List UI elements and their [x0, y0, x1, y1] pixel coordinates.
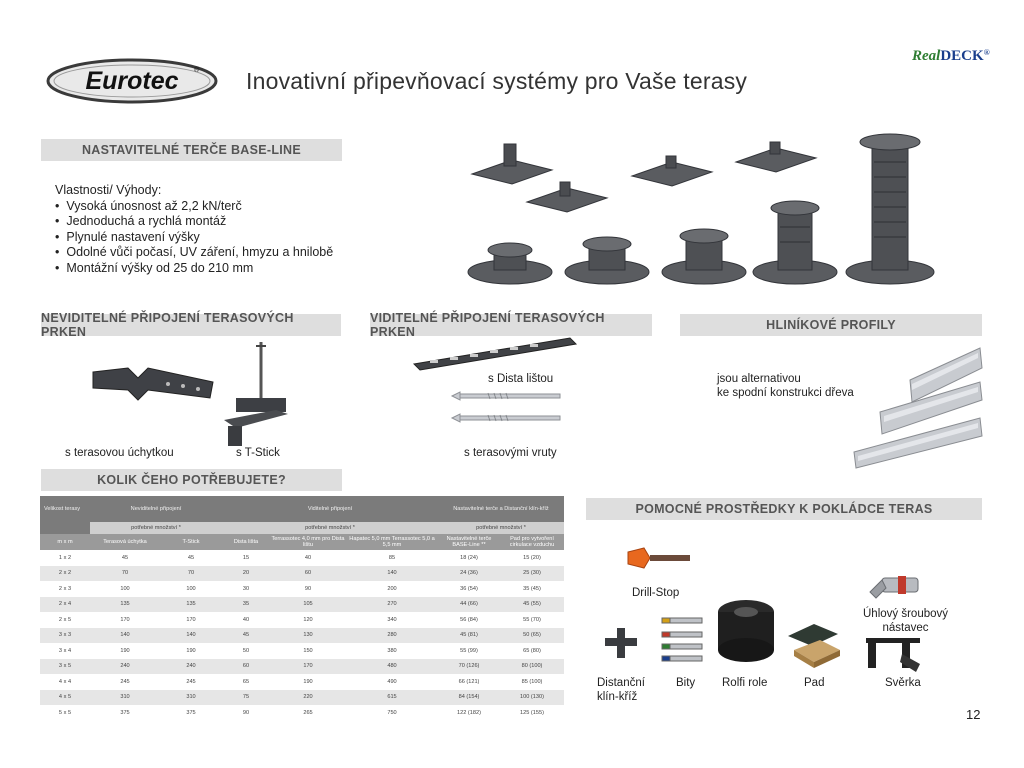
- th-col: Hapatec 5,0 mm Terrassotec 5,0 a 5,5 mm: [346, 534, 438, 550]
- table-cell: 240: [90, 659, 160, 675]
- th-required-qty: potřebné množství *: [222, 522, 438, 534]
- table-cell: 105: [270, 597, 346, 613]
- table-cell: 100: [90, 581, 160, 597]
- th-required-qty: potřebné množství *: [438, 522, 564, 534]
- section-how-much: KOLIK ČEHO POTŘEBUJETE?: [41, 469, 342, 491]
- table-cell: 90: [270, 581, 346, 597]
- table-cell: 35: [222, 597, 270, 613]
- table-cell: 85 (100): [500, 674, 564, 690]
- feature-item: • Jednoduchá a rychlá montáž: [55, 214, 333, 230]
- section-aluminium-profiles: HLINÍKOVÉ PROFILY: [680, 314, 982, 336]
- rolfi-roll-image: [716, 598, 776, 664]
- caption-dista-strip: s Dista lištou: [488, 373, 554, 385]
- table-cell: 56 (84): [438, 612, 500, 628]
- table-row: [40, 581, 564, 597]
- table-cell: 380: [346, 643, 438, 659]
- table-cell: 55 (70): [500, 612, 564, 628]
- table-cell: 190: [160, 643, 222, 659]
- caption-angle-line1: Úhlový šroubový: [863, 608, 949, 620]
- table-cell: 245: [90, 674, 160, 690]
- th-visible-connection: Viditelné připojení: [222, 496, 438, 522]
- table-cell: 66 (121): [438, 674, 500, 690]
- table-cell: 310: [160, 690, 222, 706]
- spacer-wedge-cross-image: [603, 626, 639, 660]
- clamp-image: [862, 634, 924, 676]
- section-visible-connection: VIDITELNÉ PŘIPOJENÍ TERASOVÝCH PRKEN: [370, 314, 652, 336]
- table-cell: 65 (80): [500, 643, 564, 659]
- base-line-pedestals-image: [462, 132, 942, 290]
- eurotec-logo: [46, 58, 218, 104]
- realdeck-registered-mark: ®: [983, 48, 990, 57]
- table-cell: 150: [270, 643, 346, 659]
- table-cell: 90: [222, 705, 270, 721]
- aluminium-profiles-image: [850, 340, 984, 470]
- quantity-table: [40, 496, 564, 721]
- table-row: [40, 628, 564, 644]
- th-pedestals-and-wedge: Nastavitelné terče a Distanční klín-kříž: [438, 496, 564, 522]
- table-row: [40, 550, 564, 566]
- caption-rolfi-roll: Rolfi role: [722, 677, 768, 689]
- caption-pad: Pad: [804, 677, 825, 689]
- table-row: [40, 612, 564, 628]
- section-laying-tools: POMOCNÉ PROSTŘEDKY K POKLÁDCE TERAS: [586, 498, 982, 520]
- table-row: [40, 659, 564, 675]
- caption-aluminium-line2: ke spodní konstrukci dřeva: [717, 387, 854, 399]
- table-cell: 170: [90, 612, 160, 628]
- th-required-qty: potřebné množství *: [90, 522, 222, 534]
- table-cell: 480: [346, 659, 438, 675]
- table-cell: 140: [90, 628, 160, 644]
- table-cell: 200: [346, 581, 438, 597]
- table-cell: 36 (54): [438, 581, 500, 597]
- caption-spacer-wedge-line1: Distanční: [597, 677, 645, 689]
- table-row: [40, 597, 564, 613]
- table-cell: 2 x 2: [40, 566, 90, 582]
- table-cell: 70: [90, 566, 160, 582]
- table-cell: 170: [160, 612, 222, 628]
- table-cell: 125 (155): [500, 705, 564, 721]
- table-cell: 2 x 4: [40, 597, 90, 613]
- table-cell: 280: [346, 628, 438, 644]
- features-list: [55, 183, 333, 277]
- table-cell: 245: [160, 674, 222, 690]
- table-cell: 75: [222, 690, 270, 706]
- table-cell: 45: [160, 550, 222, 566]
- caption-terrace-clip: s terasovou úchytkou: [65, 447, 174, 459]
- terrace-screws-image: [448, 388, 568, 428]
- table-cell: 100: [160, 581, 222, 597]
- table-cell: 265: [270, 705, 346, 721]
- drill-stop-image: [624, 544, 694, 572]
- caption-angle-line2: nástavec: [882, 622, 929, 634]
- table-cell: 40: [270, 550, 346, 566]
- table-cell: 70 (126): [438, 659, 500, 675]
- th-terrace-size: Velikost terasy: [40, 496, 90, 522]
- table-cell: 60: [222, 659, 270, 675]
- table-row: [40, 705, 564, 721]
- th-blank: [40, 522, 90, 534]
- table-cell: 50 (65): [500, 628, 564, 644]
- th-col: Terasová úchytka: [90, 534, 160, 550]
- table-cell: 135: [90, 597, 160, 613]
- section-base-line: NASTAVITELNÉ TERČE BASE-LINE: [41, 139, 342, 161]
- terrace-clip-image: [88, 360, 218, 410]
- table-cell: 35 (45): [500, 581, 564, 597]
- table-cell: 750: [346, 705, 438, 721]
- table-cell: 2 x 3: [40, 581, 90, 597]
- table-cell: 135: [160, 597, 222, 613]
- table-row: [40, 643, 564, 659]
- pad-image: [784, 622, 840, 670]
- logo-registered-mark: ®: [194, 67, 200, 74]
- table-cell: 5 x 5: [40, 705, 90, 721]
- table-cell: 45 (55): [500, 597, 564, 613]
- table-cell: 45 (81): [438, 628, 500, 644]
- caption-aluminium-line1: jsou alternativou: [717, 373, 801, 385]
- table-cell: 310: [90, 690, 160, 706]
- table-cell: 100 (130): [500, 690, 564, 706]
- table-cell: 240: [160, 659, 222, 675]
- th-col: Dista lišta: [222, 534, 270, 550]
- table-cell: 375: [160, 705, 222, 721]
- caption-aluminium-profiles: [717, 372, 854, 400]
- table-cell: 85: [346, 550, 438, 566]
- table-cell: 70: [160, 566, 222, 582]
- feature-item: • Plynulé nastavení výšky: [55, 230, 333, 246]
- table-cell: 2 x 5: [40, 612, 90, 628]
- table-cell: 140: [346, 566, 438, 582]
- th-col: Terrassotec 4,0 mm pro Dista lištu: [271, 536, 345, 548]
- caption-drill-stop: Drill-Stop: [632, 587, 680, 599]
- table-cell: 24 (36): [438, 566, 500, 582]
- table-cell: 140: [160, 628, 222, 644]
- features-heading: Vlastnosti/ Výhody:: [55, 183, 162, 197]
- th-col: Pad pro vytvoření cirkulace vzduchu: [500, 534, 564, 550]
- table-row: [40, 690, 564, 706]
- logo-text: Eurotec: [85, 67, 179, 95]
- caption-spacer-wedge-line2: klín-kříž: [597, 691, 638, 703]
- caption-clamp: Svěrka: [885, 677, 921, 689]
- table-cell: 60: [270, 566, 346, 582]
- table-cell: 4 x 4: [40, 674, 90, 690]
- bits-image: [660, 614, 706, 664]
- table-cell: 45: [222, 628, 270, 644]
- table-cell: 18 (24): [438, 550, 500, 566]
- table-cell: 84 (154): [438, 690, 500, 706]
- angle-screw-attachment-image: [868, 572, 924, 600]
- feature-item: • Odolné vůči počasí, UV záření, hmyzu a hnilobě: [55, 245, 333, 261]
- page-title: Inovativní připevňovací systémy pro Vaše terasy: [246, 68, 748, 94]
- caption-bits: Bity: [676, 677, 696, 689]
- th-col: Nastavitelné terče BASE-Line **: [438, 534, 500, 550]
- table-cell: 3 x 4: [40, 643, 90, 659]
- table-cell: 3 x 3: [40, 628, 90, 644]
- table-cell: 4 x 5: [40, 690, 90, 706]
- th-col: m x m: [40, 534, 90, 550]
- table-cell: 490: [346, 674, 438, 690]
- page-number: 12: [966, 707, 981, 722]
- caption-spacer-wedge: [597, 676, 645, 704]
- table-cell: 270: [346, 597, 438, 613]
- table-cell: 120: [270, 612, 346, 628]
- th-invisible-connection: Neviditelné připojení: [90, 496, 222, 522]
- table-cell: 15 (20): [500, 550, 564, 566]
- table-cell: 50: [222, 643, 270, 659]
- caption-t-stick: s T-Stick: [236, 447, 280, 459]
- table-cell: 1 x 2: [40, 550, 90, 566]
- t-stick-image: [206, 340, 296, 452]
- table-cell: 65: [222, 674, 270, 690]
- caption-terrace-screws: s terasovými vruty: [464, 447, 557, 459]
- caption-angle-attachment: [863, 607, 948, 635]
- table-cell: 30: [222, 581, 270, 597]
- table-cell: 375: [90, 705, 160, 721]
- table-cell: 80 (100): [500, 659, 564, 675]
- table-row: [40, 566, 564, 582]
- table-row: [40, 674, 564, 690]
- realdeck-logo: [912, 48, 990, 65]
- table-cell: 170: [270, 659, 346, 675]
- table-cell: 130: [270, 628, 346, 644]
- table-cell: 25 (30): [500, 566, 564, 582]
- table-cell: 45: [90, 550, 160, 566]
- table-cell: 190: [90, 643, 160, 659]
- table-cell: 220: [270, 690, 346, 706]
- table-cell: 40: [222, 612, 270, 628]
- table-cell: 20: [222, 566, 270, 582]
- realdeck-real: Real: [912, 48, 941, 64]
- table-cell: 15: [222, 550, 270, 566]
- section-invisible-connection: NEVIDITELNÉ PŘIPOJENÍ TERASOVÝCH PRKEN: [41, 314, 341, 336]
- table-cell: 190: [270, 674, 346, 690]
- table-cell: 44 (66): [438, 597, 500, 613]
- table-cell: 340: [346, 612, 438, 628]
- table-cell: 55 (99): [438, 643, 500, 659]
- th-col: T-Stick: [160, 534, 222, 550]
- table-cell: 3 x 5: [40, 659, 90, 675]
- feature-item: • Montážní výšky od 25 do 210 mm: [55, 261, 333, 277]
- table-cell: 615: [346, 690, 438, 706]
- realdeck-deck: DECK: [940, 48, 984, 64]
- dista-strip-image: [410, 334, 580, 372]
- feature-item: • Vysoká únosnost až 2,2 kN/terč: [55, 199, 333, 215]
- table-cell: 122 (182): [438, 705, 500, 721]
